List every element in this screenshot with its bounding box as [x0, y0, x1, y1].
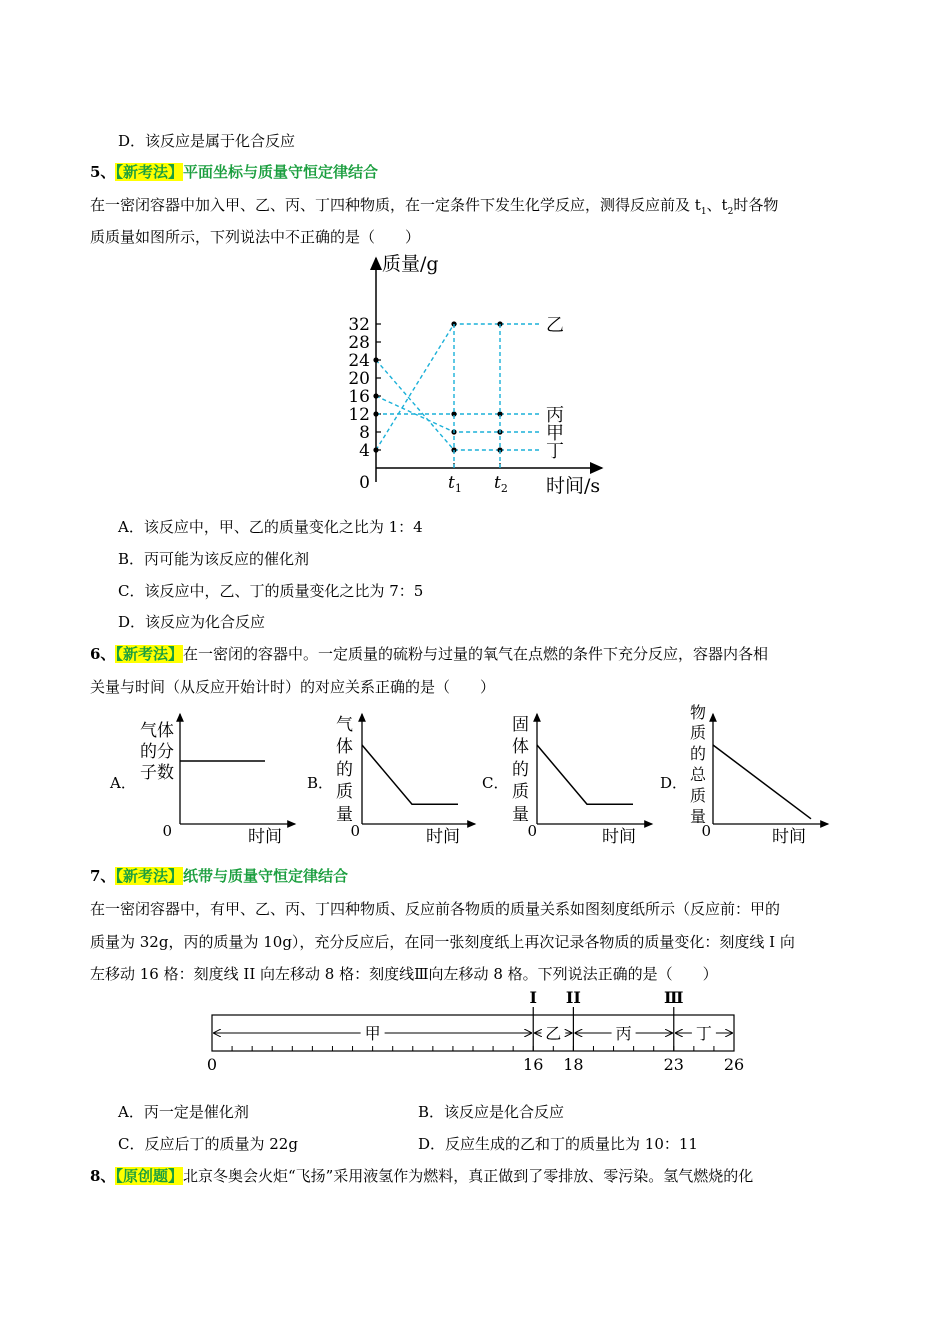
- origin-label: 0: [162, 822, 172, 840]
- origin-label: 0: [701, 822, 711, 840]
- option-label: B．: [307, 774, 334, 792]
- q7-stem-line1: 在一密闭容器中，有甲、乙、丙、丁四种物质、反应前各物质的质量关系如图刻度纸所示（反应前：甲的: [90, 900, 781, 918]
- y-tick-label: 32: [348, 315, 370, 335]
- scale-tape: [200, 988, 760, 1074]
- question-number: 5、: [90, 163, 116, 181]
- q5-option-a: A．该反应中，甲、乙的质量变化之比为 1：4: [118, 518, 423, 536]
- x-label: 时间: [426, 827, 460, 847]
- y-axis-label: 质量/g: [382, 253, 439, 275]
- data-line: [537, 745, 633, 804]
- question-tag: 【原创题】: [115, 1167, 183, 1185]
- origin-label: 0: [359, 473, 370, 493]
- y-label: 的: [336, 760, 353, 780]
- x-tick-label: $t_2$: [494, 473, 508, 495]
- q7-heading: [90, 866, 348, 886]
- graph-d: [660, 703, 828, 847]
- y-label: 质: [690, 723, 707, 742]
- series-label: 丙: [546, 405, 564, 426]
- x-label: 时间: [602, 827, 636, 847]
- y-tick-label: 28: [348, 333, 370, 353]
- y-label: 物: [690, 703, 707, 722]
- position-label: 0: [206, 1055, 218, 1074]
- y-label: 质: [690, 786, 707, 805]
- stem-text: 、t: [706, 196, 728, 214]
- y-tick-label: 16: [348, 387, 370, 407]
- option-label: C．: [482, 774, 509, 792]
- y-label: 气: [336, 715, 353, 735]
- data-point: [373, 357, 378, 362]
- question-number: 8、: [90, 1167, 116, 1185]
- series-label: 甲: [546, 423, 564, 444]
- q4-option-d: D．该反应是属于化合反应: [118, 132, 296, 150]
- position-label: 26: [723, 1055, 745, 1074]
- x-tick-label: $t_1$: [448, 473, 462, 495]
- y-tick-label: 24: [348, 351, 370, 371]
- q6-graphs: [100, 700, 850, 850]
- series-label: 丁: [546, 441, 564, 462]
- scale-line-marker: II: [565, 988, 581, 1007]
- data-point: [373, 393, 378, 398]
- y-label: 子数: [140, 763, 174, 783]
- q5-option-c: C．该反应中，乙、丁的质量变化之比为 7：5: [118, 582, 424, 600]
- data-line: [362, 745, 458, 804]
- origin-label: 0: [527, 822, 537, 840]
- y-label: 总: [690, 765, 707, 784]
- y-label: 体: [336, 737, 353, 757]
- segment-label: 甲: [364, 1024, 381, 1043]
- y-label: 气体: [140, 721, 174, 741]
- y-label: 的: [512, 760, 529, 780]
- stem-text: 北京冬奥会火炬“飞扬”采用液氢作为燃料，真正做到了零排放、零污染。氢气燃烧的化: [182, 1167, 754, 1185]
- data-point: [373, 447, 378, 452]
- y-label: 量: [690, 807, 707, 826]
- y-label: 质: [336, 782, 353, 802]
- y-tick-label: 12: [348, 405, 370, 425]
- y-label: 固: [512, 715, 529, 735]
- y-label: 量: [336, 805, 353, 825]
- graph-c: [482, 714, 652, 847]
- data-line: [713, 745, 811, 819]
- y-tick-label: 20: [348, 369, 370, 389]
- data-point: [373, 411, 378, 416]
- segment-label: 乙: [545, 1024, 562, 1043]
- segment-label: 丁: [695, 1024, 712, 1043]
- y-tick-label: 4: [359, 441, 370, 461]
- q5-heading: [90, 162, 378, 182]
- subscript: 1: [700, 207, 707, 217]
- graph-b: [307, 714, 475, 847]
- segment-label: 丙: [615, 1024, 632, 1043]
- position-label: 16: [523, 1055, 544, 1074]
- q5-option-b: B．丙可能为该反应的催化剂: [118, 550, 310, 568]
- option-label: A．: [110, 774, 136, 792]
- y-label: 的: [690, 744, 707, 763]
- x-axis-label: 时间/s: [546, 475, 601, 497]
- mass-time-chart: [330, 250, 620, 500]
- series-line-丁: [376, 360, 500, 450]
- y-label: 体: [512, 737, 529, 757]
- question-topic: 平面坐标与质量守恒定律结合: [182, 163, 378, 181]
- q8-stem-line1: [90, 1166, 753, 1186]
- stem-text: 在一密闭容器中加入甲、乙、丙、丁四种物质，在一定条件下发生化学反应，测得反应前及 t: [90, 196, 701, 214]
- x-label: 时间: [248, 827, 282, 847]
- question-number: 7、: [90, 867, 116, 885]
- position-label: 18: [563, 1055, 584, 1074]
- q5-stem-line1: [90, 195, 778, 222]
- stem-text: 在一密闭的容器中。一定质量的硫粉与过量的氧气在点燃的条件下充分反应，容器内各相: [182, 645, 768, 663]
- q5-stem-line2: 质质量如图所示，下列说法中不正确的是（ ）: [90, 228, 421, 246]
- y-tick-label: 8: [359, 423, 370, 443]
- q7-stem-line2: 质量为 32g，丙的质量为 10g），充分反应后，在同一张刻度纸上再次记录各物质的质量变化：刻度线 I 向: [90, 933, 795, 951]
- q7-stem-line3: 左移动 16 格：刻度线 II 向左移动 8 格：刻度线Ⅲ向左移动 8 格。下列说法正确的是（ ）: [90, 965, 718, 983]
- question-tag: 【新考法】: [115, 163, 183, 181]
- q7-option-c: C．反应后丁的质量为 22g: [118, 1135, 298, 1153]
- question-number: 6、: [90, 645, 116, 663]
- y-label: 质: [512, 782, 529, 802]
- question-topic: 纸带与质量守恒定律结合: [182, 867, 348, 885]
- y-label: 的分: [140, 742, 174, 762]
- series-label: 乙: [546, 315, 564, 336]
- subscript: 2: [727, 207, 734, 217]
- q7-option-d: D．反应生成的乙和丁的质量比为 10：11: [418, 1135, 698, 1153]
- stem-text: 时各物: [733, 196, 779, 214]
- question-tag: 【新考法】: [115, 645, 183, 663]
- q7-option-a: A．丙一定是催化剂: [118, 1103, 249, 1121]
- q6-stem-line2: 关量与时间（从反应开始计时）的对应关系正确的是（ ）: [90, 678, 496, 696]
- position-label: 23: [663, 1055, 684, 1074]
- q6-stem-line1: [90, 644, 768, 664]
- q7-option-b: B．该反应是化合反应: [418, 1103, 565, 1121]
- scale-line-marker: I: [529, 988, 537, 1007]
- scale-line-marker: Ⅲ: [664, 988, 684, 1007]
- question-tag: 【新考法】: [115, 867, 183, 885]
- origin-label: 0: [350, 822, 360, 840]
- q5-option-d: D．该反应为化合反应: [118, 613, 266, 631]
- x-label: 时间: [772, 827, 806, 847]
- graph-a: [109, 714, 295, 847]
- option-label: D．: [660, 774, 688, 792]
- y-label: 量: [512, 805, 529, 825]
